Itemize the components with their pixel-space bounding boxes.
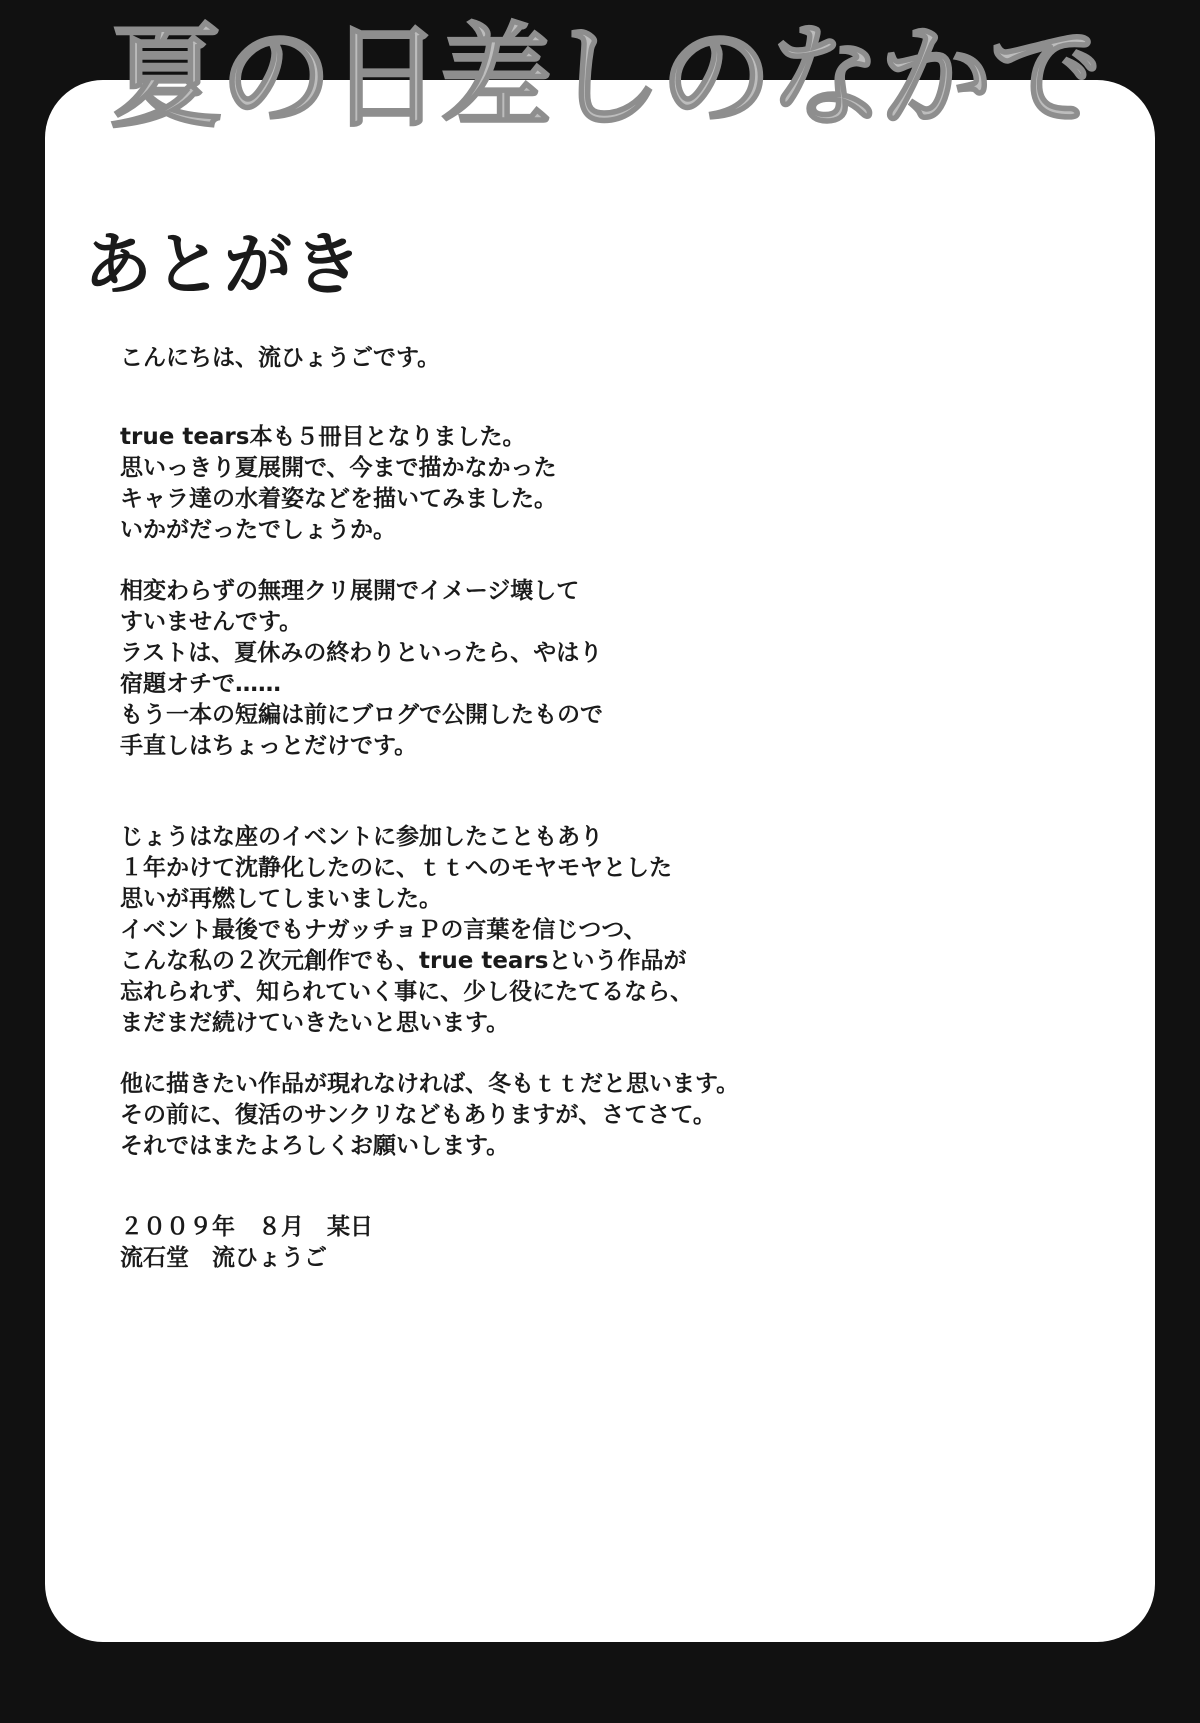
text-line: ラストは、夏休みの終わりといったら、やはり bbox=[120, 640, 603, 666]
text-line: 宿題オチで…… bbox=[120, 671, 281, 697]
text-line: もう一本の短編は前にブログで公開したもので bbox=[120, 702, 603, 728]
text-line: それではまたよろしくお願いします。 bbox=[120, 1133, 510, 1159]
text-line: じょうはな座のイベントに参加したこともあり bbox=[120, 824, 603, 850]
afterword-body bbox=[120, 343, 1070, 1274]
text-line: 思いっきり夏展開で、今まで描かなかった bbox=[120, 455, 557, 481]
text-line: まだまだ続けていきたいと思います。 bbox=[120, 1010, 510, 1036]
paragraph-intro bbox=[120, 422, 1070, 546]
signature-date: ２００９年 ８月 某日 bbox=[120, 1214, 373, 1240]
text-line: 忘れられず、知られていく事に、少し役にたてるなら、 bbox=[120, 979, 694, 1005]
book-title: 夏の日差しのなかで bbox=[110, 12, 1100, 143]
signature-block bbox=[120, 1212, 1070, 1274]
text-line: すいませんです。 bbox=[120, 609, 303, 635]
text-line: こんにちは、流ひょうごです。 bbox=[120, 345, 441, 371]
afterword-heading: あとがき bbox=[84, 226, 365, 305]
text-line: 相変わらずの無理クリ展開でイメージ壊して bbox=[120, 578, 580, 604]
text-line: true tears本も５冊目となりました。 bbox=[120, 424, 526, 450]
text-line: キャラ達の水着姿などを描いてみました。 bbox=[120, 486, 557, 512]
signature-author: 流石堂 流ひょうご bbox=[120, 1245, 327, 1271]
text-line: １年かけて沈静化したのに、ｔｔへのモヤモヤとした bbox=[120, 855, 672, 881]
paragraph-apology bbox=[120, 576, 1070, 762]
text-line: その前に、復活のサンクリなどもありますが、さてさて。 bbox=[120, 1102, 716, 1128]
paragraph-closing bbox=[120, 1069, 1070, 1162]
text-line: いかがだったでしょうか。 bbox=[120, 517, 396, 543]
paragraph-greeting bbox=[120, 343, 1070, 374]
paragraph-event bbox=[120, 822, 1070, 1039]
text-line: 他に描きたい作品が現れなければ、冬もｔｔだと思います。 bbox=[120, 1071, 740, 1097]
text-line: 手直しはちょっとだけです。 bbox=[120, 733, 418, 759]
text-line: 思いが再燃してしまいました。 bbox=[120, 886, 442, 912]
text-line: こんな私の２次元創作でも、true tearsという作品が bbox=[120, 948, 687, 974]
text-line: イベント最後でもナガッチョＰの言葉を信じつつ、 bbox=[120, 917, 647, 943]
